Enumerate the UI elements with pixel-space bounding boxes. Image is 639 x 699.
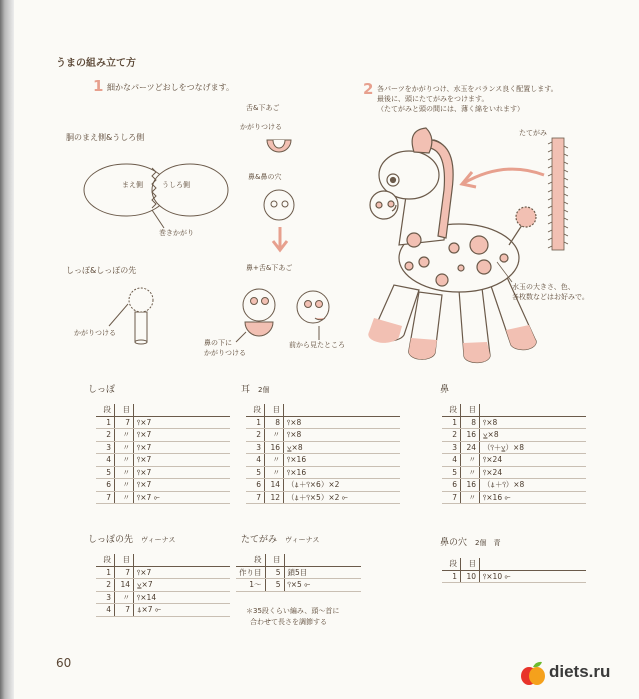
nostril-section-title: 鼻の穴 2個 青: [440, 538, 501, 548]
table-row: 作り目 5 鎖5目: [236, 566, 361, 579]
table-row: 6 〃 ⫯×7: [96, 479, 230, 492]
table-row: 7 12 （⍋＋⫯×5）×2 ⟜: [246, 491, 400, 504]
curved-arrow-icon: [462, 169, 544, 187]
table-row: 3 24 （⫯＋⩣）×8: [442, 441, 586, 454]
table-row: 6 16 （⍋＋⫯）×8: [442, 479, 586, 492]
combined-nose-drawing: [236, 289, 329, 342]
table-row: 1 8 ⫯×8: [442, 416, 586, 429]
mane-label: たてがみ: [519, 129, 547, 137]
tongue-jaw-label: 舌&下あご: [246, 104, 280, 112]
logo-text: diets.ru: [549, 662, 611, 681]
front-side-label: まえ側: [122, 181, 143, 189]
step-1-number: 1: [93, 77, 104, 95]
step-2-number: 2: [363, 80, 374, 98]
table-row: 1〜 5 ⫯×5 ⟜: [236, 579, 361, 592]
nostril-table: 段 目 1 10 ⫯×10 ⟜: [442, 558, 586, 583]
mane-footnote-line1: ＊35段くらい編み、頭〜首に: [246, 607, 340, 615]
table-row: 1 8 ⫯×8: [246, 416, 400, 429]
table-row: 1 7 ⫯×7: [96, 416, 230, 429]
mane-footnote-line2: 合わせて長さを調節する: [250, 618, 327, 626]
table-row: 2 14 ⩣×7: [96, 579, 230, 592]
whip-attach2-label: かがりつける: [74, 329, 116, 337]
tongue-jaw-drawing: [267, 140, 291, 152]
page-title: うまの組み立て方: [56, 58, 136, 69]
body-back-half: [152, 164, 228, 216]
table-row: 1 7 ⫯×7: [96, 566, 230, 579]
nose-section-title: 鼻: [440, 385, 450, 395]
table-row: 5 〃 ⫯×7: [96, 466, 230, 479]
nose-table: 段 目 1 8 ⫯×8 2 16 ⩣×8 3 24 （⫯＋⩣）×8 4 〃 ⫯×24 5 〃 ⫯×24 6 16 （⍋＋⫯）×8 7 〃 ⫯×16 ⟜: [442, 404, 586, 504]
mane-strip-drawing: [548, 138, 568, 250]
table-row: 2 16 ⩣×8: [442, 429, 586, 442]
table-row: 2 〃 ⫯×7: [96, 429, 230, 442]
horse-tail-tip: [516, 207, 536, 227]
tail-section-title: しっぽ: [88, 385, 116, 395]
whip-attach-label: かがりつける: [240, 123, 282, 131]
horse-drawing: [368, 128, 536, 363]
table-row: 3 〃 ⫯×14: [96, 591, 230, 604]
seen-from-front-label: 前から見たところ: [289, 341, 345, 349]
under-nose-line2: かがりつける: [204, 349, 246, 357]
tail-tip-section-title: しっぽの先 ヴィーナス: [88, 535, 176, 545]
horse-ear: [412, 128, 432, 153]
body-front-back-label: 胴のまえ側&うしろ側: [66, 133, 145, 142]
table-row: 4 〃 ⫯×7: [96, 454, 230, 467]
col-me: 目: [115, 404, 134, 416]
whip-stitch-label: 巻きかがり: [159, 229, 194, 237]
step-2-line3: （たてがみと頭の間には、薄く綿をいれます）: [377, 105, 524, 113]
table-row: 4 〃 ⫯×16: [246, 454, 400, 467]
body-halves-drawing: [84, 164, 228, 228]
tail-tip-label: しっぽ&しっぽの先: [66, 266, 137, 275]
table-row: 6 14 （⍋＋⫯×6）×2: [246, 479, 400, 492]
tail-table: [96, 404, 230, 504]
col-dan: 段: [96, 404, 115, 416]
mane-section-title: たてがみ ヴィーナス: [241, 535, 320, 545]
nostril-right: [282, 201, 288, 207]
table-row: 7 〃 ⫯×16 ⟜: [442, 491, 586, 504]
leader-line: [152, 210, 164, 228]
nostril-left: [271, 201, 277, 207]
apple-icon: [519, 660, 547, 688]
step-2-line2: 最後に、頭にたてがみをつけます。: [377, 95, 489, 103]
tail-tip-table: 段 目 1 7 ⫯×7 2 14 ⩣×7 3 〃 ⫯×14 4 7 ⍋×7 ⟜: [96, 554, 230, 617]
step-1-text: 細かなパーツどおしをつなげます。: [107, 83, 235, 92]
dots-note-line1: 水玉の大きさ、色、: [512, 283, 575, 291]
table-row: 3 16 ⩣×8: [246, 441, 400, 454]
step-2-line1: 各パーツをかがりつけ、水玉をバランス良く配置します。: [377, 85, 558, 93]
nose-holes-label: 鼻&鼻の穴: [248, 173, 282, 181]
mane-table: 段 目 作り目 5 鎖5目 1〜 5 ⫯×5 ⟜: [236, 554, 361, 592]
nose-holes-drawing: [264, 190, 294, 220]
dots-note-line2: 各枚数などはお好みで。: [512, 293, 589, 301]
table-row: 4 〃 ⫯×24: [442, 454, 586, 467]
table-row: 5 〃 ⫯×16: [246, 466, 400, 479]
ear-section-title: 耳 2個: [241, 385, 270, 395]
nose-tongue-jaw-label: 鼻+舌&下あご: [246, 264, 293, 272]
table-row: 5 〃 ⫯×24: [442, 466, 586, 479]
table-row: 7 〃 ⫯×7 ⟜: [96, 491, 230, 504]
arrow-down-icon: [273, 227, 287, 250]
site-logo[interactable]: [519, 660, 639, 688]
table-row: 1 10 ⫯×10 ⟜: [442, 570, 586, 583]
table-row: 2 〃 ⫯×8: [246, 429, 400, 442]
table-row: 3 〃 ⫯×7: [96, 441, 230, 454]
page: [14, 0, 639, 699]
book-binding: [0, 0, 14, 699]
nose-piece: [264, 190, 294, 220]
ear-table: 段 目 1 8 ⫯×8 2 〃 ⫯×8 3 16 ⩣×8 4 〃 ⫯×16 5 〃 ⫯×16 6 14 （⍋＋⫯×6）×2 7 12 （⍋＋⫯×5）×2 ⟜: [246, 404, 400, 504]
table-row: 4 7 ⍋×7 ⟜: [96, 604, 230, 617]
back-side-label: うしろ側: [162, 181, 190, 189]
page-number: 60: [56, 656, 72, 670]
under-nose-line1: 鼻の下に: [204, 339, 232, 347]
